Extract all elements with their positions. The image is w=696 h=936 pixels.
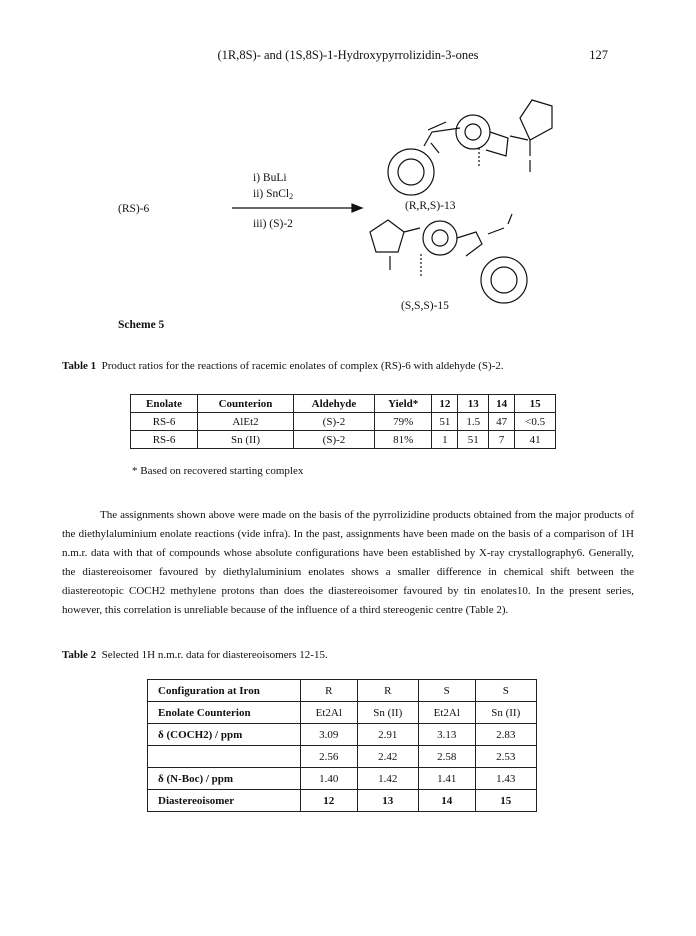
table-cell: <0.5 <box>515 413 556 431</box>
reagent-1: i) BuLi <box>253 172 287 184</box>
scheme-label: Scheme 5 <box>118 319 165 331</box>
table-cell: 1.42 <box>357 768 418 790</box>
table-2 <box>147 679 537 812</box>
table-1-header-cell: 14 <box>489 395 515 413</box>
table-cell: S <box>418 680 475 702</box>
table-cell: (S)-2 <box>293 431 374 449</box>
table-1-caption-text: Product ratios for the reactions of racemic enolates of complex (RS)-6 with aldehyde (S)-2. <box>101 360 504 372</box>
table-cell: 2.53 <box>475 746 537 768</box>
table-2-caption-text: Selected 1H n.m.r. data for diastereoisomers 12-15. <box>101 649 328 661</box>
running-title: (1R,8S)- and (1S,8S)-1-Hydroxypyrrolizidin-3-ones <box>217 48 479 62</box>
table-cell: 13 <box>357 790 418 812</box>
table-cell: 1 <box>432 431 458 449</box>
table-1-label: Table 1 <box>62 360 97 372</box>
table-cell: 1.41 <box>418 768 475 790</box>
table-cell: AlEt2 <box>198 413 294 431</box>
reagent-3: iii) (S)-2 <box>253 218 293 230</box>
body-text <box>62 506 634 620</box>
reagent-2: ii) SnCl$_2$ <box>253 188 294 201</box>
table-row <box>148 680 537 702</box>
table-cell: 14 <box>418 790 475 812</box>
table-cell: Sn (II) <box>198 431 294 449</box>
page-number: 127 <box>589 48 608 62</box>
table-1-header-cell: Counterion <box>198 395 294 413</box>
table-1-header-cell: 15 <box>515 395 556 413</box>
table-cell: RS-6 <box>131 431 198 449</box>
table-2-label: Table 2 <box>62 649 97 661</box>
table-cell: 51 <box>458 431 489 449</box>
table-2-caption <box>62 649 328 661</box>
table-cell: 1.5 <box>458 413 489 431</box>
table-cell: 41 <box>515 431 556 449</box>
table-cell: 12 <box>301 790 358 812</box>
table-row <box>148 724 537 746</box>
table-cell: 3.09 <box>301 724 358 746</box>
table-row <box>148 746 537 768</box>
table-row <box>148 702 537 724</box>
table-1-header-cell: 12 <box>432 395 458 413</box>
row-label: Configuration at Iron <box>148 680 301 702</box>
table-cell: Sn (II) <box>357 702 418 724</box>
table-1-header-cell: 13 <box>458 395 489 413</box>
table-cell: 1.43 <box>475 768 537 790</box>
table-1-footnote: * Based on recovered starting complex <box>132 465 304 477</box>
table-cell: 51 <box>432 413 458 431</box>
table-cell: R <box>357 680 418 702</box>
table-cell: Et2Al <box>418 702 475 724</box>
product-13-label: (R,R,S)-13 <box>405 200 456 212</box>
table-cell: (S)-2 <box>293 413 374 431</box>
table-cell: 2.91 <box>357 724 418 746</box>
table-1-caption <box>62 360 504 372</box>
table-cell: 15 <box>475 790 537 812</box>
arrow-head <box>352 204 362 212</box>
paragraph: The assignments shown above were made on the basis of the pyrrolizidine products obtained from the major products of the diethylaluminium enolate reactions (vide infra). In the past, assignments have been made on the basis of a comparison of 1H n.m.r. data with that of compounds whose absolute configurations have been established by X-ray crystallography6. Generally, the diastereoisomer favoured by diethylaluminium enolates shows a smaller difference in chemical shift between the diastereotopic COCH2 methylene protons than does the diastereoisomer favoured by tin enolates10. In the present series, however, this correlation is unreliable because of the influence of a third stereogenic centre (Table 2). <box>62 509 634 616</box>
table-cell: Sn (II) <box>475 702 537 724</box>
table-cell: 7 <box>489 431 515 449</box>
table-row <box>148 768 537 790</box>
table-cell: Et2Al <box>301 702 358 724</box>
table-cell: 2.58 <box>418 746 475 768</box>
table-row <box>131 413 556 431</box>
table-cell: 79% <box>374 413 431 431</box>
structure-15 <box>370 214 527 303</box>
scheme-5 <box>0 0 696 340</box>
row-label: Diastereoisomer <box>148 790 301 812</box>
table-1-header-cell: Yield* <box>374 395 431 413</box>
table-cell: RS-6 <box>131 413 198 431</box>
table-1 <box>130 394 556 449</box>
table-1-header-cell: Enolate <box>131 395 198 413</box>
table-row <box>148 790 537 812</box>
table-cell: 1.40 <box>301 768 358 790</box>
table-cell: 47 <box>489 413 515 431</box>
structure-13 <box>388 100 552 195</box>
table-cell: 3.13 <box>418 724 475 746</box>
table-cell: 81% <box>374 431 431 449</box>
reactant-label: (RS)-6 <box>118 203 150 215</box>
row-label: δ (COCH2) / ppm <box>148 724 301 746</box>
table-1-header-cell: Aldehyde <box>293 395 374 413</box>
table-cell: 2.56 <box>301 746 358 768</box>
row-label <box>148 746 301 768</box>
table-cell: 2.42 <box>357 746 418 768</box>
scheme-drawing <box>0 0 696 340</box>
table-1-header-row <box>131 395 556 413</box>
table-cell: R <box>301 680 358 702</box>
table-cell: S <box>475 680 537 702</box>
product-15-label: (S,S,S)-15 <box>401 300 449 312</box>
row-label: Enolate Counterion <box>148 702 301 724</box>
row-label: δ (N-Boc) / ppm <box>148 768 301 790</box>
table-cell: 2.83 <box>475 724 537 746</box>
table-row <box>131 431 556 449</box>
